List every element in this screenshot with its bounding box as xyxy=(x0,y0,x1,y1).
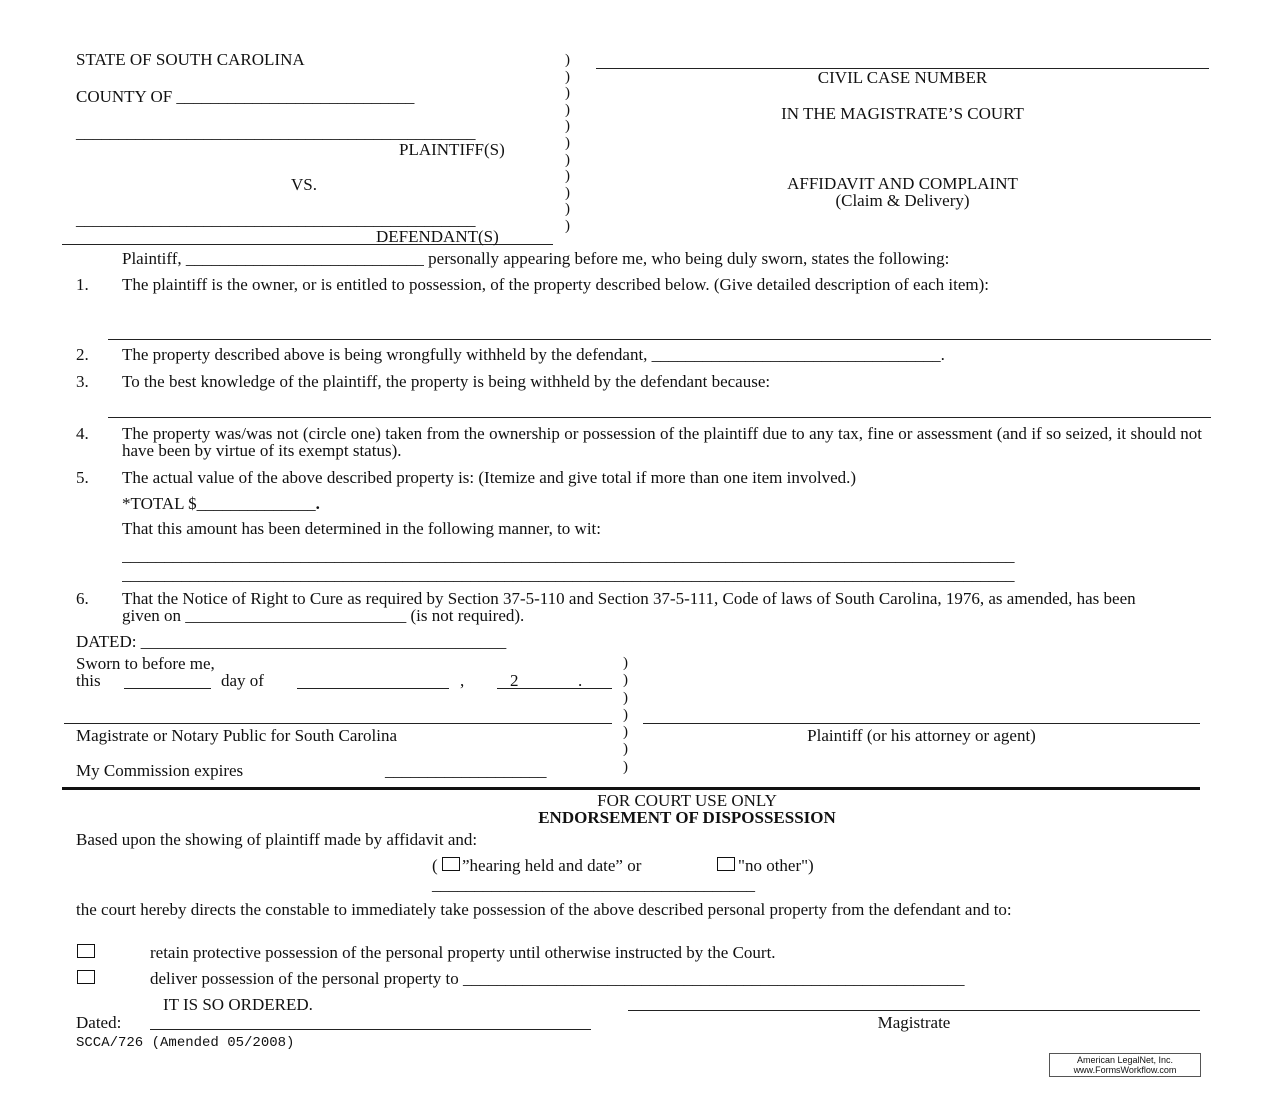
manner-line-1[interactable]: _________________________________________________________________________________________________________ xyxy=(122,547,1015,564)
dated-field[interactable]: DATED: ___________________________________________ xyxy=(76,632,507,651)
case-number-label: CIVIL CASE NUMBER xyxy=(817,68,988,87)
state-heading: STATE OF SOUTH CAROLINA xyxy=(76,50,305,69)
magistrate-notary-label: Magistrate or Notary Public for South Carolina xyxy=(76,726,398,745)
caption-paren-column: ) ) ) ) ) ) ) ) ) ) ) xyxy=(565,52,570,234)
court-use-divider xyxy=(62,787,1200,790)
year-prefix: 2 xyxy=(510,671,519,690)
total-row xyxy=(122,495,320,512)
item-3-number: 3. xyxy=(76,372,89,391)
signature-paren-column: ) ) ) ) ) ) ) xyxy=(623,655,628,775)
item-6-text: That the Notice of Right to Cure as required by Section 37-5-110 and Section 37-5-111, Code of laws of South Carolina, 1976, as amended, has been given on __________________________ (is not required). xyxy=(122,589,1136,625)
american-legalnet-badge[interactable] xyxy=(1049,1053,1201,1077)
intro-statement: Plaintiff, ____________________________ personally appearing before me, who being duly sworn, states the following: xyxy=(122,249,950,268)
item-1-description-line[interactable] xyxy=(108,339,1211,340)
total-label: *TOTAL xyxy=(122,494,189,513)
brand-line-2: www.FormsWorkflow.com xyxy=(1073,1065,1177,1075)
item-3-reason-line[interactable] xyxy=(108,417,1211,418)
item-3-text: To the best knowledge of the plaintiff, the property is being withheld by the defendant because: xyxy=(122,372,771,391)
item-2-text: The property described above is being wrongfully withheld by the defendant, __________________________________. xyxy=(122,345,945,364)
so-ordered: IT IS SO ORDERED. xyxy=(163,995,313,1014)
item-1-text: The plaintiff is the owner, or is entitled to possession, of the property described below. (Give detailed description of each item): xyxy=(122,275,990,294)
defendant-label: DEFENDANT(S) xyxy=(376,227,499,246)
plaintiff-signature-label: Plaintiff (or his attorney or agent) xyxy=(807,726,1036,745)
item-6-number: 6. xyxy=(76,589,89,608)
year-period: . xyxy=(578,671,583,690)
plaintiff-label: PLAINTIFF(S) xyxy=(399,140,505,159)
order-dated-label: Dated: xyxy=(76,1013,122,1032)
deliver-possession-checkbox[interactable] xyxy=(77,970,95,984)
constable-directive: the court hereby directs the constable to immediately take possession of the above described personal property from the defendant and to: xyxy=(76,900,1012,919)
item-4-number: 4. xyxy=(76,424,89,443)
defendant-name-line[interactable]: _______________________________________________ xyxy=(76,210,476,229)
order-date-field[interactable] xyxy=(150,1029,591,1030)
total-period: . xyxy=(315,494,320,513)
hearing-held-label: ”hearing held and date” or xyxy=(462,856,642,875)
commission-date-field[interactable]: ___________________ xyxy=(385,761,547,780)
item-1-number: 1. xyxy=(76,275,89,294)
sworn-statement: Sworn to before me, xyxy=(76,654,215,673)
retain-possession-label: retain protective possession of the personal property until otherwise instructed by the Court. xyxy=(150,943,776,962)
vs-label: VS. xyxy=(291,175,317,194)
plaintiff-name-line[interactable]: _______________________________________________ xyxy=(76,123,476,142)
no-other-checkbox[interactable] xyxy=(717,857,735,871)
item-4-text: The property was/was not (circle one) taken from the ownership or possession of the plaintiff due to any tax, fine or assessment (and if so seized, it should not have been by virtue of its exempt status). xyxy=(122,424,1202,460)
hearing-paren-open: ( xyxy=(432,856,438,875)
hearing-date-field[interactable]: ______________________________________ xyxy=(432,875,755,894)
form-title: AFFIDAVIT AND COMPLAINT xyxy=(787,174,1018,193)
brand-line-1: American LegalNet, Inc. xyxy=(1076,1055,1174,1065)
manner-statement: That this amount has been determined in the following manner, to wit: xyxy=(122,519,601,538)
day-of-label: day of xyxy=(221,671,264,690)
retain-possession-checkbox[interactable] xyxy=(77,944,95,958)
date-comma: , xyxy=(460,671,465,690)
this-label: this xyxy=(76,671,101,690)
item-5-number: 5. xyxy=(76,468,89,487)
county-field[interactable]: COUNTY OF ____________________________ xyxy=(76,87,415,106)
day-field[interactable] xyxy=(124,688,211,689)
court-name: IN THE MAGISTRATE’S COURT xyxy=(781,104,1024,123)
magistrate-signature-line[interactable] xyxy=(64,723,612,724)
endorsement-title: ENDORSEMENT OF DISPOSSESSION xyxy=(538,808,836,827)
hearing-held-checkbox[interactable] xyxy=(442,857,460,871)
item-5-text: The actual value of the above described property is: (Itemize and give total if more than one item involved.) xyxy=(122,468,857,487)
magistrate-order-signature-line[interactable] xyxy=(628,1010,1200,1011)
total-value-field[interactable]: $______________ xyxy=(188,494,316,513)
no-other-label: "no other") xyxy=(738,856,814,875)
court-use-header: FOR COURT USE ONLY xyxy=(597,791,777,810)
deliver-possession-label[interactable]: deliver possession of the personal property to ___________________________________________________________ xyxy=(150,969,965,988)
form-id: SCCA/726 (Amended 05/2008) xyxy=(76,1035,295,1051)
item-2-number: 2. xyxy=(76,345,89,364)
plaintiff-signature-line[interactable] xyxy=(643,723,1200,724)
manner-line-2[interactable]: _________________________________________________________________________________________________________ xyxy=(122,566,1015,583)
based-upon-statement: Based upon the showing of plaintiff made by affidavit and: xyxy=(76,830,478,849)
commission-label: My Commission expires xyxy=(76,761,244,780)
month-field[interactable] xyxy=(297,688,449,689)
magistrate-label: Magistrate xyxy=(877,1013,951,1032)
form-subtitle: (Claim & Delivery) xyxy=(835,191,970,210)
